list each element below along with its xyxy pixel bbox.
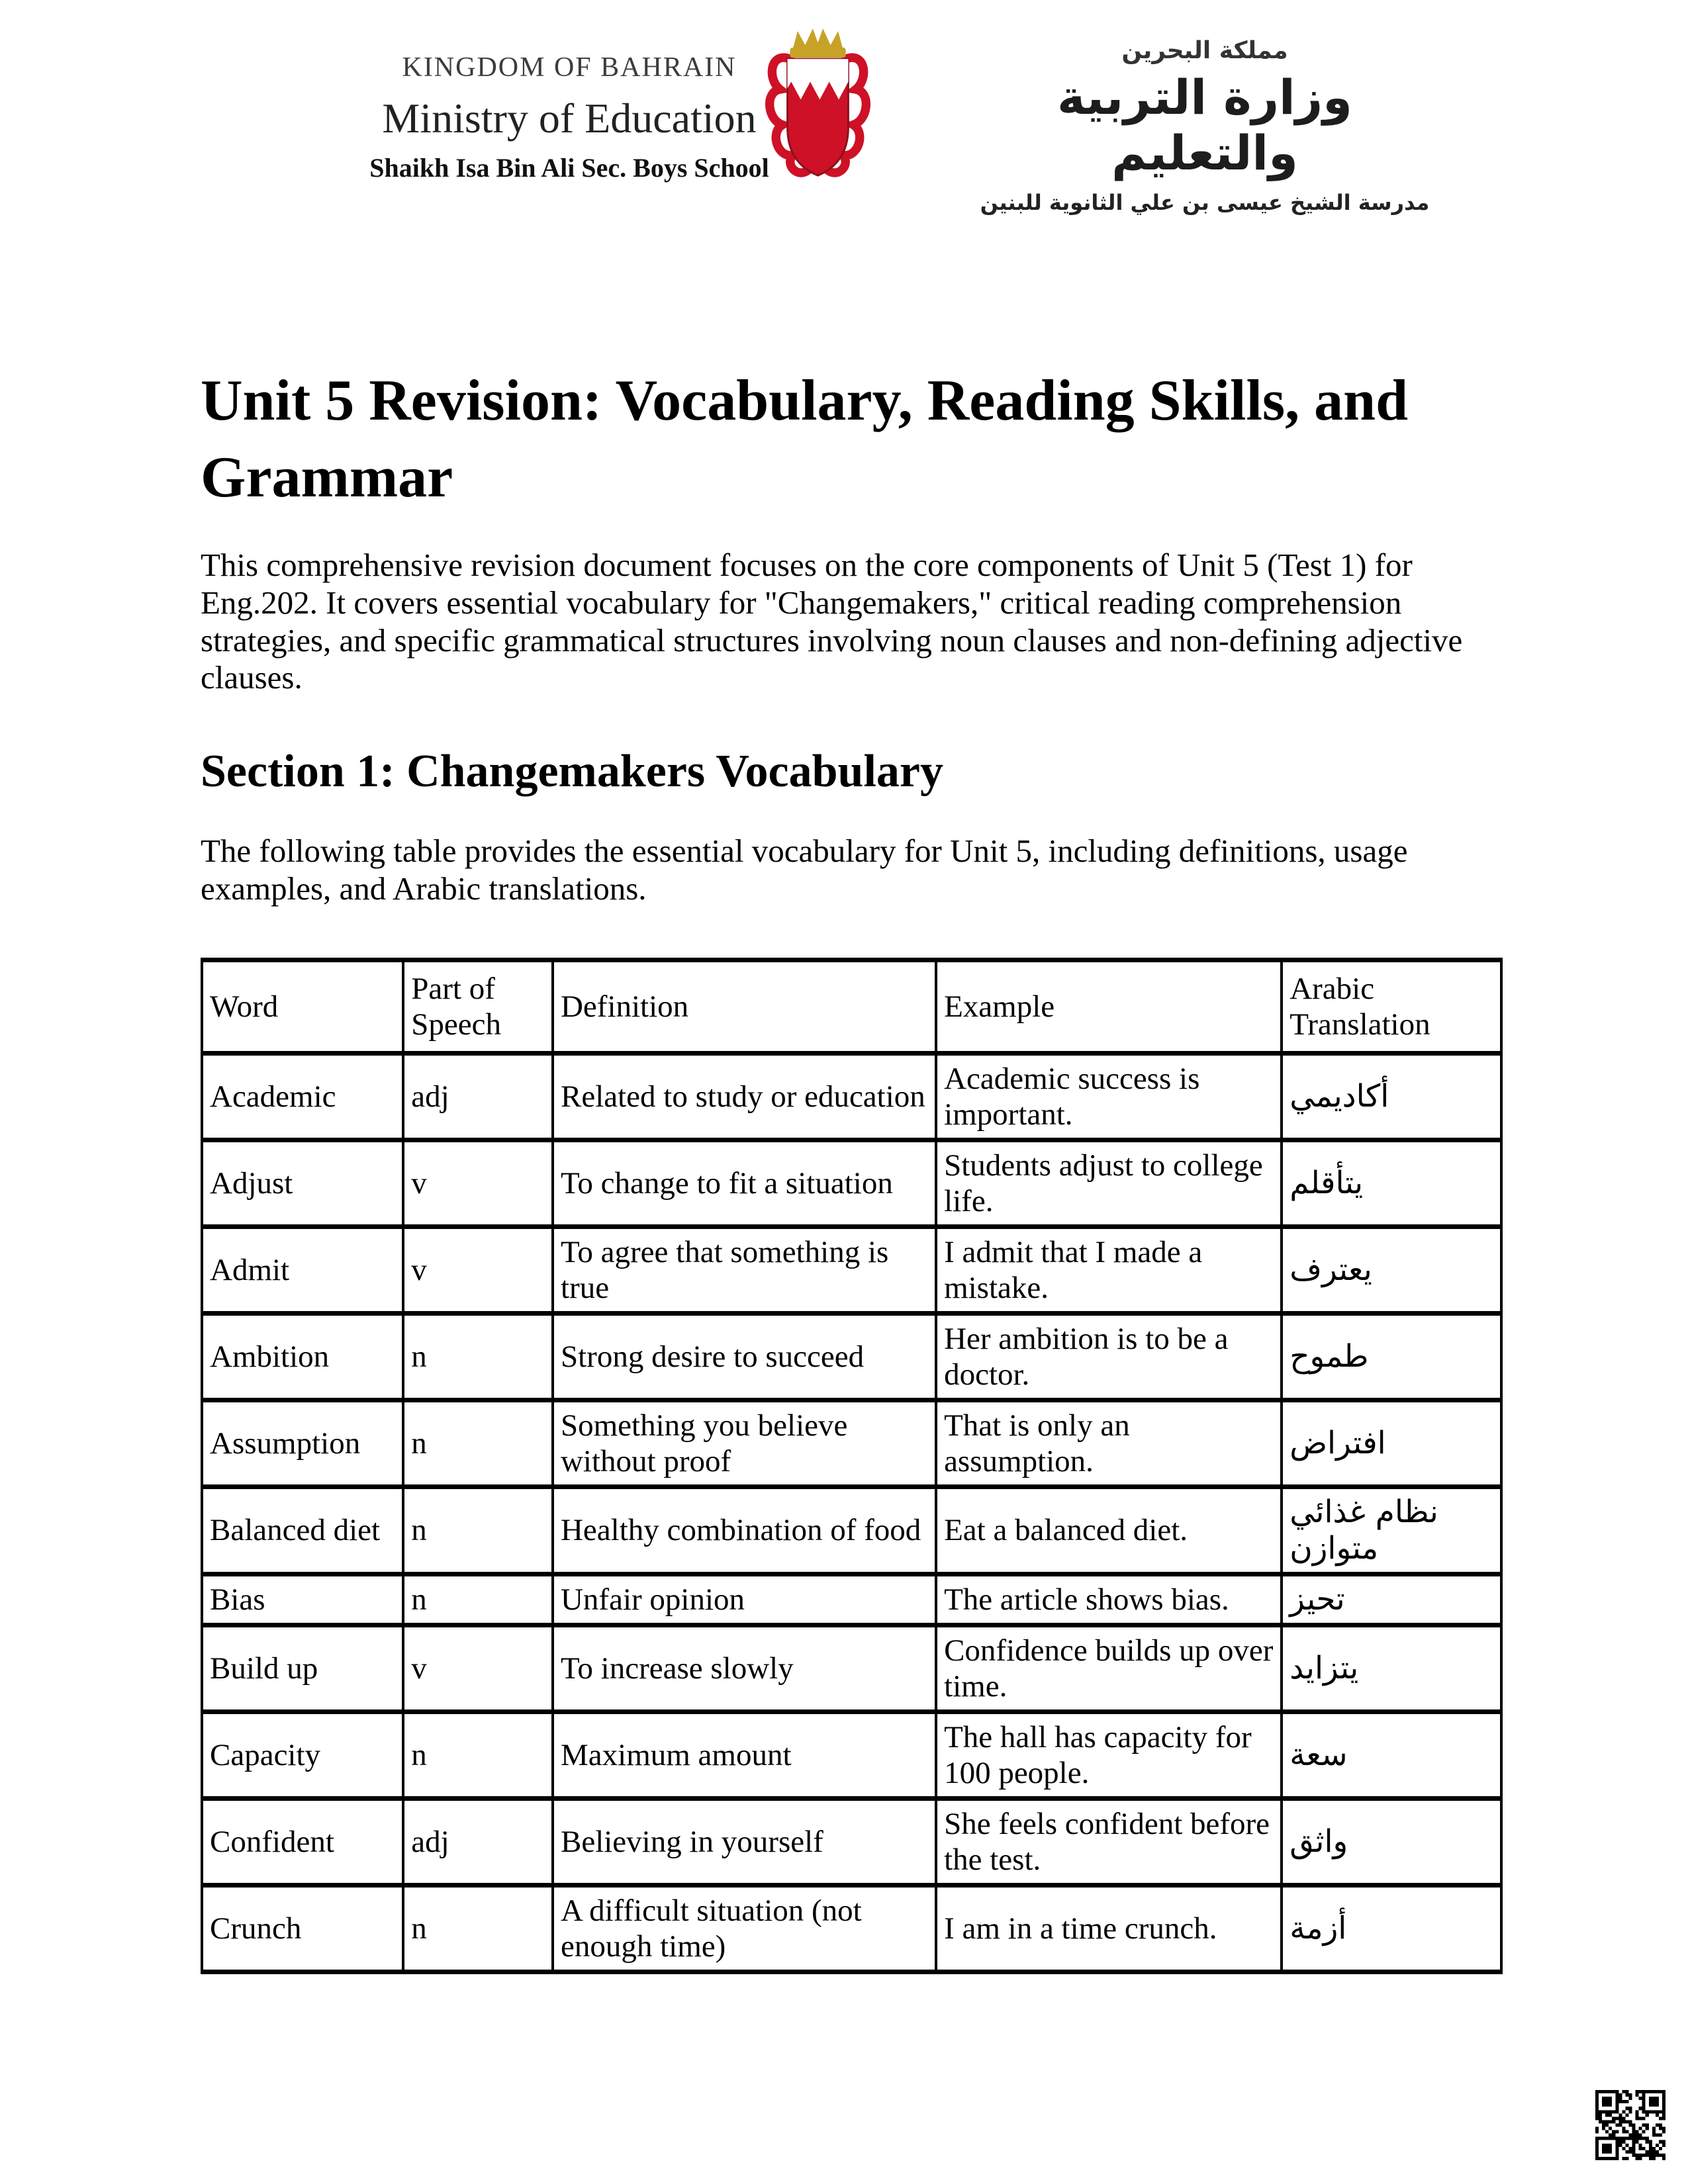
page-title: Unit 5 Revision: Vocabulary, Reading Skills, and Grammar [201, 369, 1409, 510]
ministry-line: Ministry of Education [382, 95, 757, 142]
word-cell: Balanced diet [202, 1487, 403, 1574]
example-cell: Eat a balanced diet. [936, 1487, 1282, 1574]
word-cell: Assumption [202, 1400, 403, 1487]
part-of-speech-cell: n [403, 1574, 553, 1625]
arabic-kingdom-line: مملكة البحرين [1121, 37, 1288, 64]
example-cell: Her ambition is to be a doctor. [936, 1314, 1282, 1400]
letterhead-arabic [973, 37, 1436, 215]
table-row [202, 1798, 1501, 1885]
word-cell: Confident [202, 1798, 403, 1885]
kingdom-line: KINGDOM OF BAHRAIN [402, 52, 737, 83]
table-row [202, 1574, 1501, 1625]
definition-cell: Related to study or education [553, 1054, 936, 1140]
column-header-word: Word [202, 960, 403, 1054]
definition-cell: Something you believe without proof [553, 1400, 936, 1487]
definition-cell: Believing in yourself [553, 1798, 936, 1885]
definition-cell: Healthy combination of food [553, 1487, 936, 1574]
definition-cell: Maximum amount [553, 1711, 936, 1798]
arabic-translation-cell: يتزايد [1282, 1625, 1501, 1711]
arabic-translation-cell: أزمة [1282, 1885, 1501, 1972]
section-1-heading: Section 1: Changemakers Vocabulary [201, 746, 943, 797]
part-of-speech-cell: n [403, 1400, 553, 1487]
word-cell: Bias [202, 1574, 403, 1625]
vocab-table-body [202, 1054, 1501, 1972]
arabic-ministry-calligraphy: وزارة التربية والتعليم [1057, 69, 1352, 181]
bahrain-coat-of-arms-icon [753, 16, 882, 193]
intro-paragraph: This comprehensive revision document focuses on the core components of Unit 5 (Test 1) for Eng.202. It covers essential vocabulary for "Changemakers," critical reading comprehension strategies, and specific grammatical structures involving noun clauses and non-defining adjective clauses. [201, 547, 1463, 696]
definition-cell: To change to fit a situation [553, 1140, 936, 1227]
arabic-translation-cell: نظام غذائي متوازن [1282, 1487, 1501, 1574]
table-header-row [202, 960, 1501, 1054]
part-of-speech-cell: v [403, 1227, 553, 1314]
word-cell: Capacity [202, 1711, 403, 1798]
arabic-translation-cell: طموح [1282, 1314, 1501, 1400]
word-cell: Ambition [202, 1314, 403, 1400]
table-row [202, 1885, 1501, 1972]
example-cell: Confidence builds up over time. [936, 1625, 1282, 1711]
example-cell: That is only an assumption. [936, 1400, 1282, 1487]
arabic-school-line: مدرسة الشيخ عيسى بن علي الثانوية للبنين [980, 190, 1430, 215]
section-1-description: The following table provides the essential vocabulary for Unit 5, including definitions, usage examples, and Arabic translations. [201, 833, 1408, 907]
table-row [202, 1140, 1501, 1227]
word-cell: Adjust [202, 1140, 403, 1227]
table-row [202, 1227, 1501, 1314]
table-row [202, 1625, 1501, 1711]
column-header-part-of-speech: Part of Speech [403, 960, 553, 1054]
example-cell: Academic success is important. [936, 1054, 1282, 1140]
part-of-speech-cell: n [403, 1711, 553, 1798]
word-cell: Build up [202, 1625, 403, 1711]
part-of-speech-cell: n [403, 1487, 553, 1574]
word-cell: Academic [202, 1054, 403, 1140]
definition-cell: Strong desire to succeed [553, 1314, 936, 1400]
table-row [202, 1711, 1501, 1798]
column-header-example: Example [936, 960, 1282, 1054]
part-of-speech-cell: n [403, 1314, 553, 1400]
definition-cell: Unfair opinion [553, 1574, 936, 1625]
qr-code [1595, 2090, 1665, 2160]
example-cell: The hall has capacity for 100 people. [936, 1711, 1282, 1798]
definition-cell: To agree that something is true [553, 1227, 936, 1314]
definition-cell: To increase slowly [553, 1625, 936, 1711]
column-header-definition: Definition [553, 960, 936, 1054]
part-of-speech-cell: v [403, 1140, 553, 1227]
part-of-speech-cell: n [403, 1885, 553, 1972]
arabic-translation-cell: افتراض [1282, 1400, 1501, 1487]
school-line: Shaikh Isa Bin Ali Sec. Boys School [369, 153, 769, 183]
arabic-translation-cell: سعة [1282, 1711, 1501, 1798]
example-cell: I am in a time crunch. [936, 1885, 1282, 1972]
arabic-translation-cell: يعترف [1282, 1227, 1501, 1314]
table-row [202, 1314, 1501, 1400]
example-cell: Students adjust to college life. [936, 1140, 1282, 1227]
vocab-table-header [202, 960, 1501, 1054]
part-of-speech-cell: v [403, 1625, 553, 1711]
table-row [202, 1487, 1501, 1574]
letterhead-english [357, 52, 781, 183]
column-header-arabic-translation: Arabic Translation [1282, 960, 1501, 1054]
arabic-translation-cell: أكاديمي [1282, 1054, 1501, 1140]
table-row [202, 1054, 1501, 1140]
arabic-translation-cell: تحيز [1282, 1574, 1501, 1625]
part-of-speech-cell: adj [403, 1798, 553, 1885]
table-row [202, 1400, 1501, 1487]
word-cell: Crunch [202, 1885, 403, 1972]
vocabulary-table [201, 958, 1503, 1974]
arabic-translation-cell: يتأقلم [1282, 1140, 1501, 1227]
example-cell: She feels confident before the test. [936, 1798, 1282, 1885]
definition-cell: A difficult situation (not enough time) [553, 1885, 936, 1972]
example-cell: I admit that I made a mistake. [936, 1227, 1282, 1314]
arabic-translation-cell: واثق [1282, 1798, 1501, 1885]
example-cell: The article shows bias. [936, 1574, 1282, 1625]
part-of-speech-cell: adj [403, 1054, 553, 1140]
word-cell: Admit [202, 1227, 403, 1314]
